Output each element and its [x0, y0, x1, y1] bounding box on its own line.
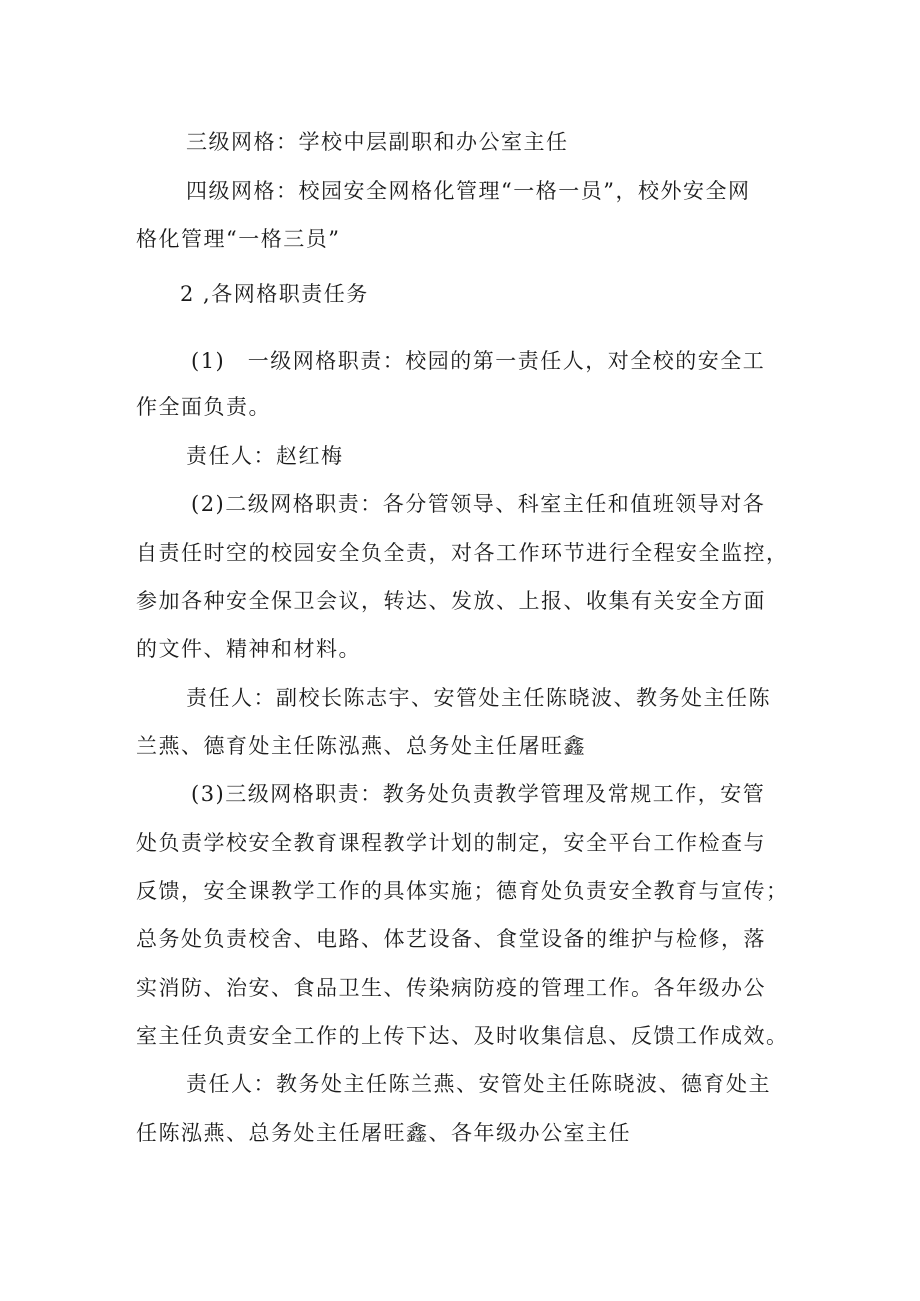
text-line: 自责任时空的校园安全负全责，对各工作环节进行全程安全监控，: [136, 541, 789, 565]
text-line: 责任人：副校长陈志宇、安管处主任陈晓波、教务处主任陈: [186, 686, 771, 710]
text-line: 三级网格：学校中层副职和办公室主任: [186, 130, 569, 154]
text-line: 责任人：教务处主任陈兰燕、安管处主任陈晓波、德育处主: [186, 1072, 771, 1096]
text-line: 室主任负责安全工作的上传下达、及时收集信息、反馈工作成效。: [136, 1024, 789, 1048]
text-line: 兰燕、德育处主任陈泓燕、总务处主任屠旺鑫: [136, 734, 586, 758]
text-line: 四级网格：校园安全网格化管理“一格一员”，校外安全网: [186, 179, 751, 203]
text-line: 反馈，安全课教学工作的具体实施；德育处负责安全教育与宣传；: [136, 879, 789, 903]
text-line: (3)三级网格职责：教务处负责教学管理及常规工作，安管: [191, 782, 766, 806]
section-heading: 2 ,各网格职责任务: [180, 282, 369, 306]
text-line: 作全面负责。: [136, 395, 271, 419]
text-line: (1) 一级网格职责：校园的第一责任人，对全校的安全工: [191, 349, 766, 373]
text-line: 实消防、治安、食品卫生、传染病防疫的管理工作。各年级办公: [136, 976, 766, 1000]
text-line: 责任人：赵红梅: [186, 444, 344, 468]
text-line: 的文件、精神和材料。: [136, 637, 361, 661]
text-line: 格化管理“一格三员”: [136, 227, 341, 251]
text-line: 总务处负责校舍、电路、体艺设备、食堂设备的维护与检修，落: [136, 927, 766, 951]
text-line: 处负责学校安全教育课程教学计划的制定，安全平台工作检查与: [136, 831, 766, 855]
text-line: (2)二级网格职责：各分管领导、科室主任和值班领导对各: [191, 492, 766, 516]
text-line: 任陈泓燕、总务处主任屠旺鑫、各年级办公室主任: [136, 1121, 631, 1145]
text-line: 参加各种安全保卫会议，转达、发放、上报、收集有关安全方面: [136, 589, 766, 613]
